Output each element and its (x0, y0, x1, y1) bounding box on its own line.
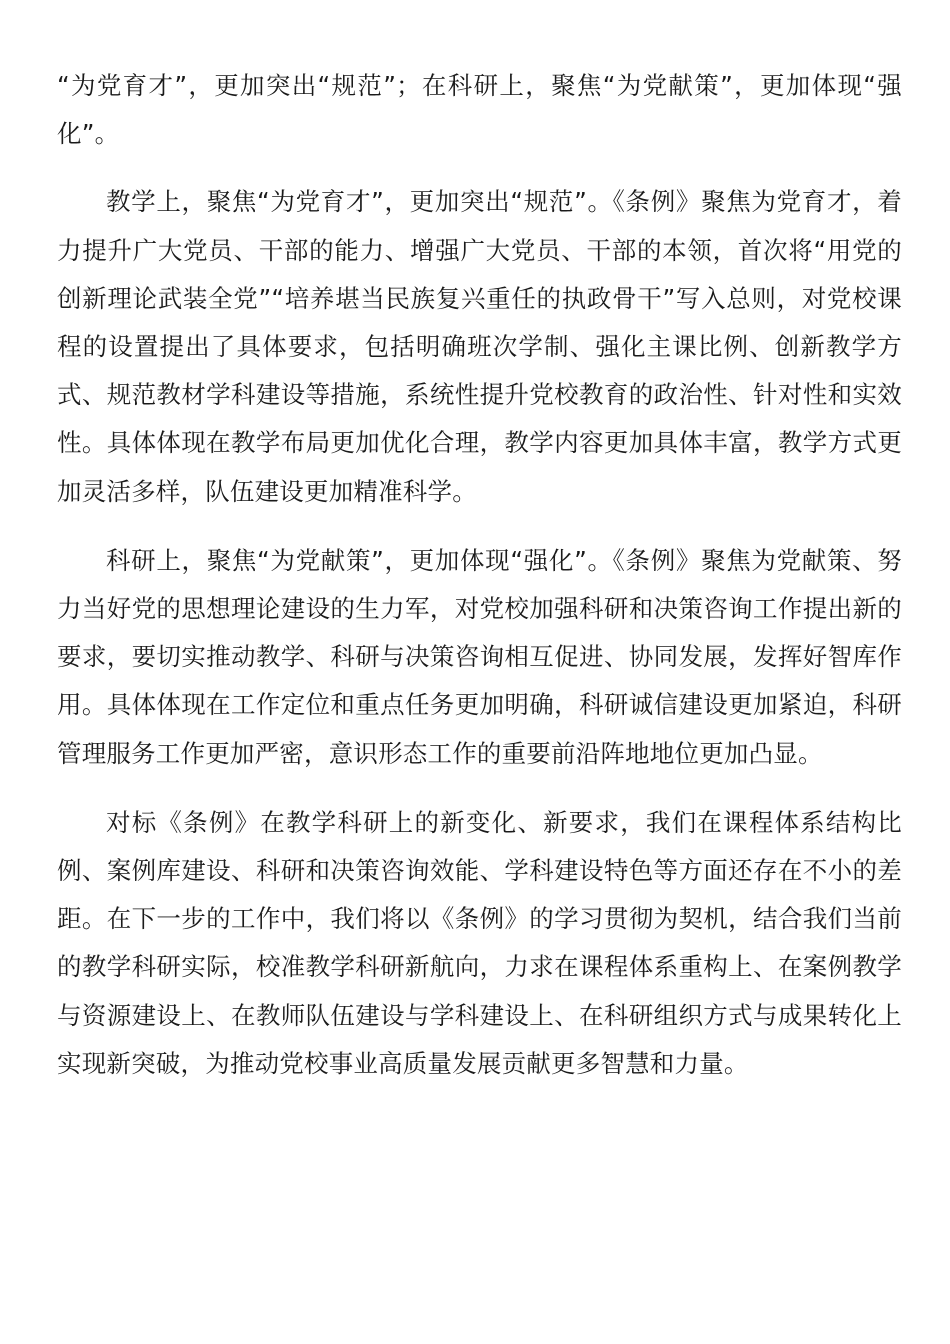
paragraph-next-steps: 对标《条例》在教学科研上的新变化、新要求，我们在课程体系结构比例、案例库建设、科研和决策咨询效能、学科建设特色等方面还存在不小的差距。在下一步的工作中，我们将以《条例》的学习贯彻为契机，结合我们当前的教学科研实际，校准教学科研新航向，力求在课程体系重构上、在案例教学与资源建设上、在教师队伍建设与学科建设上、在科研组织方式与成果转化上实现新突破，为推动党校事业高质量发展贡献更多智慧和力量。 (57, 807, 902, 1078)
paragraph-teaching: 教学上，聚焦“为党育才”，更加突出“规范”。《条例》聚焦为党育才，着力提升广大党员、干部的能力、增强广大党员、干部的本领，首次将“用党的创新理论武装全党”“培养堪当民族复兴重任的执政骨干”写入总则，对党校课程的设置提出了具体要求，包括明确班次学制、强化主课比例、创新教学方式、规范教材学科建设等措施，系统性提升党校教育的政治性、针对性和实效性。具体体现在教学布局更加优化合理，教学内容更加具体丰富，教学方式更加灵活多样，队伍建设更加精准科学。 (57, 187, 902, 506)
paragraph-research: 科研上，聚焦“为党献策”，更加体现“强化”。《条例》聚焦为党献策、努力当好党的思想理论建设的生力军，对党校加强科研和决策咨询工作提出新的要求，要切实推动教学、科研与决策咨询相互促进、协同发展，发挥好智库作用。具体体现在工作定位和重点任务更加明确，科研诚信建设更加紧迫，科研管理服务工作更加严密，意识形态工作的重要前沿阵地地位更加凸显。 (57, 545, 902, 768)
paragraph-continuation: “为党育才”，更加突出“规范”；在科研上，聚焦“为党献策”，更加体现“强化”。 (57, 71, 902, 149)
document-page (57, 62, 902, 1109)
